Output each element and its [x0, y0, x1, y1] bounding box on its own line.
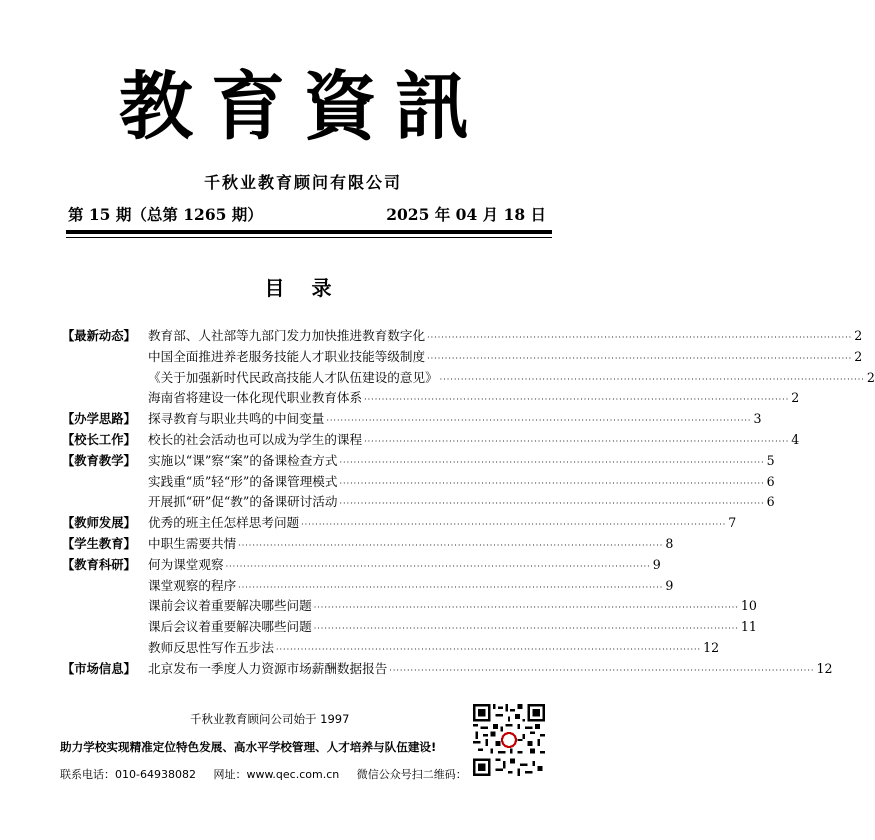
toc-page-number: 9 — [665, 577, 674, 593]
toc-leader-dots: ························································································································ — [364, 395, 790, 405]
toc-page-number: 12 — [816, 660, 833, 676]
toc-title[interactable]: 何为课堂观察 — [148, 556, 224, 572]
toc-page-number: 9 — [652, 556, 661, 572]
toc-leader-dots: ························································································································ — [439, 374, 865, 384]
toc-category: 【教育科研】 — [62, 557, 136, 572]
toc-entry-line — [148, 596, 757, 619]
toc-title[interactable]: 开展抓“研”促“教”的备课研讨活动 — [148, 494, 338, 510]
toc-title[interactable]: 教育部、人社部等九部门发力加快推进教育数字化 — [148, 328, 426, 343]
toc-title[interactable]: 中职生需要共情 — [148, 535, 237, 551]
toc-entry-line — [148, 555, 661, 578]
company-name: 千秋业教育顾问有限公司 — [203, 173, 402, 192]
toc-title[interactable]: 课前会议着重要解决哪些问题 — [148, 598, 312, 614]
toc-entry[interactable] — [62, 430, 800, 451]
toc-entry[interactable] — [62, 388, 800, 409]
toc-title[interactable]: 课后会议着重要解决哪些问题 — [148, 619, 312, 635]
toc-leader-dots: ························································································································ — [326, 416, 752, 426]
issue-date: 2025 年 04 月 18 日 — [386, 205, 546, 224]
toc-entry[interactable] — [62, 576, 674, 597]
toc-entry-line — [148, 617, 757, 640]
toc-category: 【教师发展】 — [62, 516, 136, 531]
toc-title[interactable]: 实施以“课”察“案”的备课检查方式 — [148, 452, 338, 468]
toc-entry-line — [148, 451, 775, 474]
toc-entry[interactable] — [62, 534, 674, 555]
toc-heading: 目 录 — [264, 276, 342, 300]
toc-entry-line — [148, 534, 674, 557]
toc-category: 【最新动态】 — [62, 329, 136, 343]
toc-leader-dots: ························································································································ — [313, 624, 739, 634]
toc-entry[interactable] — [62, 555, 661, 576]
toc-leader-dots: ························································································································ — [364, 436, 790, 446]
toc-category: 【校长工作】 — [62, 432, 136, 447]
toc-entry[interactable] — [62, 513, 737, 534]
toc-leader-dots: ························································································································ — [238, 540, 664, 550]
header-rule-thin — [66, 237, 552, 238]
toc-entry[interactable] — [62, 347, 863, 368]
toc-entry[interactable] — [62, 492, 775, 513]
toc-entry[interactable] — [62, 409, 762, 430]
qr-code-icon[interactable] — [473, 704, 545, 776]
toc-leader-dots: ························································································································ — [427, 353, 853, 363]
masthead-title: 教育資訊 — [119, 64, 487, 150]
toc-entry-line — [148, 347, 863, 370]
toc-entry-line — [148, 409, 762, 432]
toc-entry[interactable] — [62, 596, 757, 617]
toc-category: 【市场信息】 — [62, 661, 136, 676]
toc-page-number: 2 — [854, 328, 863, 343]
toc-title[interactable]: 教师反思性写作五步法 — [148, 639, 274, 655]
toc-leader-dots: ························································································································ — [339, 478, 765, 488]
toc-leader-dots: ························································································································ — [225, 561, 651, 571]
toc-entry[interactable] — [62, 472, 775, 493]
footer-slogan: 千秋业教育顾问公司始于 1997 — [190, 712, 350, 726]
toc-page-number: 8 — [665, 535, 674, 551]
toc-leader-dots: ························································································································ — [238, 582, 664, 592]
toc-leader-dots: ························································································································ — [301, 520, 727, 530]
table-of-contents — [62, 326, 875, 680]
toc-entry[interactable] — [62, 617, 757, 638]
toc-entry-line — [148, 513, 737, 536]
toc-page-number: 7 — [728, 515, 737, 531]
toc-page-number: 6 — [766, 473, 775, 489]
toc-page-number: 5 — [766, 452, 775, 468]
toc-entry[interactable] — [62, 368, 875, 389]
toc-category: 【教育教学】 — [62, 453, 136, 468]
toc-leader-dots: ························································································································ — [427, 333, 853, 342]
contact-phone: 联系电话：010-64938082 — [60, 768, 196, 781]
header-rule-thick — [66, 230, 552, 234]
toc-page-number: 2 — [854, 348, 863, 364]
toc-entry-line — [148, 659, 833, 682]
toc-entry-line — [148, 472, 775, 495]
toc-entry-line — [148, 492, 775, 515]
toc-page-number: 2 — [866, 369, 875, 385]
toc-entry-line — [148, 368, 875, 391]
toc-page-number: 2 — [791, 390, 800, 406]
toc-title[interactable]: 海南省将建设一体化现代职业教育体系 — [148, 390, 363, 406]
footer-contact — [60, 766, 481, 782]
footer-mission: 助力学校实现精准定位特色发展、高水平学校管理、人才培养与队伍建设! — [60, 740, 437, 754]
toc-leader-dots: ························································································································ — [313, 603, 739, 613]
toc-title[interactable]: 实践重“质”轻“形”的备课管理模式 — [148, 473, 338, 489]
issue-info — [66, 203, 546, 227]
toc-category: 【学生教育】 — [62, 536, 136, 551]
toc-leader-dots: ························································································································ — [339, 499, 765, 509]
contact-website[interactable]: 网址：www.qec.com.cn — [213, 768, 340, 781]
toc-page-number: 11 — [740, 619, 757, 635]
toc-leader-dots: ························································································································ — [275, 644, 702, 654]
toc-entry-line — [148, 576, 674, 599]
toc-entry-line — [148, 638, 720, 661]
toc-title[interactable]: 探寻教育与职业共鸣的中间变量 — [148, 411, 325, 427]
toc-title[interactable]: 课堂观察的程序 — [148, 577, 237, 593]
toc-entry[interactable] — [62, 451, 775, 472]
toc-entry-line — [148, 326, 863, 349]
toc-entry-line — [148, 430, 800, 453]
toc-title[interactable]: 校长的社会活动也可以成为学生的课程 — [148, 431, 363, 447]
contact-wechat: 微信公众号扫二维码： — [356, 768, 467, 781]
toc-page-number: 12 — [703, 639, 720, 655]
toc-title[interactable]: 北京发布一季度人力资源市场薪酬数据报告 — [148, 660, 388, 676]
toc-entry[interactable] — [62, 638, 720, 659]
toc-leader-dots: ························································································································ — [389, 665, 815, 675]
toc-page-number: 4 — [791, 431, 800, 447]
masthead — [0, 60, 606, 155]
toc-title[interactable]: 中国全面推进养老服务技能人才职业技能等级制度 — [148, 348, 426, 364]
toc-page-number: 3 — [753, 411, 762, 427]
toc-leader-dots: ························································································································ — [339, 457, 765, 467]
toc-title[interactable]: 《关于加强新时代民政高技能人才队伍建设的意见》 — [148, 369, 438, 385]
toc-title[interactable]: 优秀的班主任怎样思考问题 — [148, 515, 300, 531]
toc-entry[interactable] — [62, 659, 833, 680]
issue-number: 第 15 期（总第 1265 期） — [68, 205, 263, 224]
toc-page-number: 6 — [766, 494, 775, 510]
toc-entry-line — [148, 388, 800, 411]
toc-entry[interactable] — [62, 326, 863, 347]
toc-page-number: 10 — [740, 598, 757, 614]
toc-category: 【办学思路】 — [62, 412, 136, 427]
